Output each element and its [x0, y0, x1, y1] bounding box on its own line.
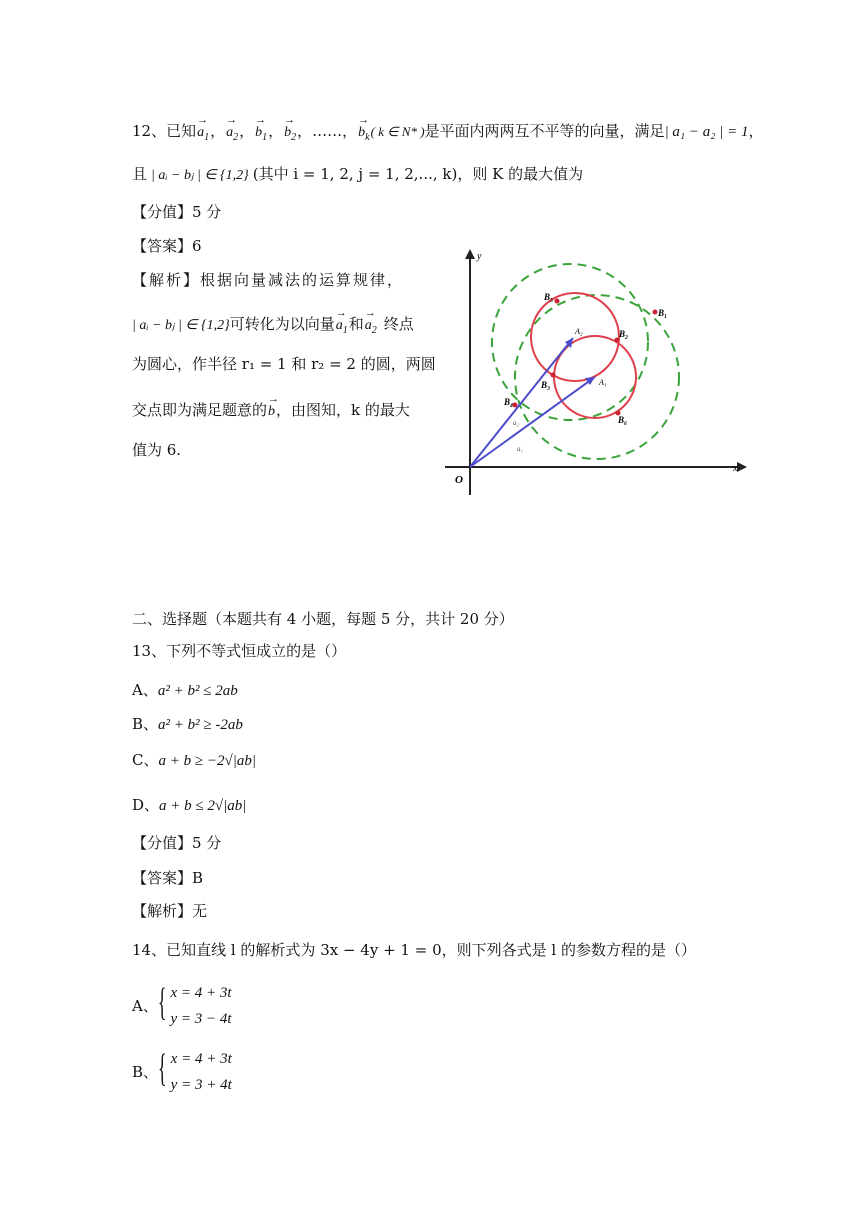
vector-circles-figure	[425, 245, 755, 520]
q14-option-b	[132, 1046, 232, 1098]
q13-a-label: A、	[132, 681, 158, 699]
q12-analysis-4	[132, 400, 410, 422]
point-b5	[555, 299, 560, 304]
q12-abs-set: | aᵢ − bⱼ | ∈ {1,2}	[151, 168, 249, 183]
q12-line1: 12、已知→ $a_1$，→ $a_2$，→ $b_1$，→ $b_2$，……，→ $b_k$( k ∈ N* )是平面内两两互不平等的向量，满足| a₁ − a₂ | = 1，	[132, 121, 764, 148]
vector-a1: → $a_1$	[197, 123, 209, 148]
q14-stem: 14、已知直线 l 的解析式为 3x − 4y + 1 = 0，则下列各式是 l 的参数方程的是（）	[132, 941, 696, 959]
q12-analysis-4b: ，由图知，k 的最大	[276, 401, 410, 419]
q13-a-expr: a² + b² ≤ 2ab	[157, 683, 238, 699]
q12-abs-cond: | a₁ − a₂ | = 1	[664, 124, 749, 140]
q12-analysis-1: 【解析】根据向量减法的运算规律，	[132, 271, 405, 289]
q12-analysis-3: 为圆心，作半径 r₁ = 1 和 r₂ = 2 的圆，两圆	[132, 355, 436, 373]
q14-b-line2: y = 3 + 4t	[170, 1077, 232, 1093]
q12-line2	[132, 164, 583, 186]
vector-b-inline: → b	[268, 402, 275, 422]
q12-mid: 是平面内两两互不平等的向量，满足	[424, 122, 665, 140]
label-a2: A₂	[575, 327, 583, 336]
q12-line2-rest: (其中 i = 1, 2, j = 1, 2,..., k)，则 K 的最大值为	[252, 165, 584, 183]
q12-k-cond: ( k ∈ N* )	[370, 124, 425, 139]
q13-b-expr: a² + b² ≥ -2ab	[158, 717, 243, 733]
q12-analysis-and: 和	[348, 315, 364, 333]
q13-c-label: C、	[132, 751, 159, 769]
q14-b-label: B、	[132, 1063, 159, 1081]
dashed-circle-a1	[515, 295, 679, 459]
q13-answer: 【答案】B	[132, 869, 204, 887]
label-b1: B₁	[658, 308, 668, 318]
section2-heading: 二、选择题（本题共有 4 小题，每题 5 分，共计 20 分）	[132, 610, 514, 628]
y-axis-arrow	[465, 249, 475, 259]
q13-c-expr: a + b ≥ −2√|ab|	[158, 753, 256, 769]
y-axis-label: y	[477, 251, 482, 262]
q13-b-label: B、	[132, 715, 159, 733]
vector-bk: → $b_k$	[358, 123, 369, 148]
q14-option-a	[132, 980, 232, 1032]
q12-answer: 【答案】6	[132, 237, 202, 255]
vector-b2: → $b_2$	[284, 123, 296, 148]
q12-score: 【分值】5 分	[132, 203, 222, 221]
q12-analysis-2b: 可转化为以向量	[229, 315, 335, 333]
q14-b-system	[171, 1046, 232, 1098]
q13-stem: 13、下列不等式恒成立的是（）	[132, 642, 347, 660]
label-b6: B₆	[618, 415, 628, 425]
q13-option-d	[132, 795, 246, 816]
point-b4	[513, 403, 518, 408]
vector-a1-inline: → $a_1$	[336, 316, 348, 341]
q12-analysis-abs: | aᵢ − bⱼ | ∈ {1,2}	[132, 318, 230, 333]
q13-d-label: D、	[132, 796, 160, 814]
q12-prefix: 12、已知	[132, 122, 197, 140]
label-a1: A₁	[599, 378, 607, 387]
label-b3: B₃	[541, 380, 551, 390]
q14-b-brace: {	[158, 1046, 167, 1090]
q14-b-line1: x = 4 + 3t	[170, 1051, 232, 1067]
q14-a-line1: x = 4 + 3t	[170, 985, 232, 1001]
point-b3	[551, 373, 556, 378]
vector-a2: → $a_2$	[226, 123, 238, 148]
origin-label: O	[455, 474, 463, 486]
q14-a-line2: y = 3 − 4t	[170, 1011, 232, 1027]
q14-a-label: A、	[132, 997, 158, 1015]
q12-analysis-5: 值为 6.	[132, 441, 182, 459]
label-b2: B₂	[619, 329, 629, 339]
q12-analysis-2d: 终点	[383, 315, 414, 333]
label-b5: B₅	[544, 292, 554, 302]
label-b4: B₄	[504, 397, 514, 407]
label-vec-a2: a₂	[513, 419, 519, 427]
vector-b1: → $b_1$	[255, 123, 267, 148]
point-b1	[653, 310, 658, 315]
vector-oa1	[470, 377, 595, 467]
vector-a2-inline: → $a_2$	[365, 316, 377, 341]
q14-a-system	[170, 980, 231, 1032]
q13-d-expr: a + b ≤ 2√|ab|	[159, 798, 247, 814]
q12-line2-start: 且	[132, 165, 148, 183]
label-vec-a1: a₁	[517, 445, 523, 453]
q12-analysis-2	[132, 314, 414, 341]
q13-option-b	[132, 714, 243, 735]
q13-analysis: 【解析】无	[132, 902, 208, 920]
q13-option-c	[132, 750, 256, 771]
q14-a-brace: {	[157, 980, 167, 1024]
q12-analysis-4a: 交点即为满足题意的	[132, 401, 268, 419]
q13-option-a	[132, 680, 238, 701]
x-axis-arrow	[737, 462, 747, 472]
x-axis-label: x	[733, 463, 738, 474]
q13-score: 【分值】5 分	[132, 834, 222, 852]
